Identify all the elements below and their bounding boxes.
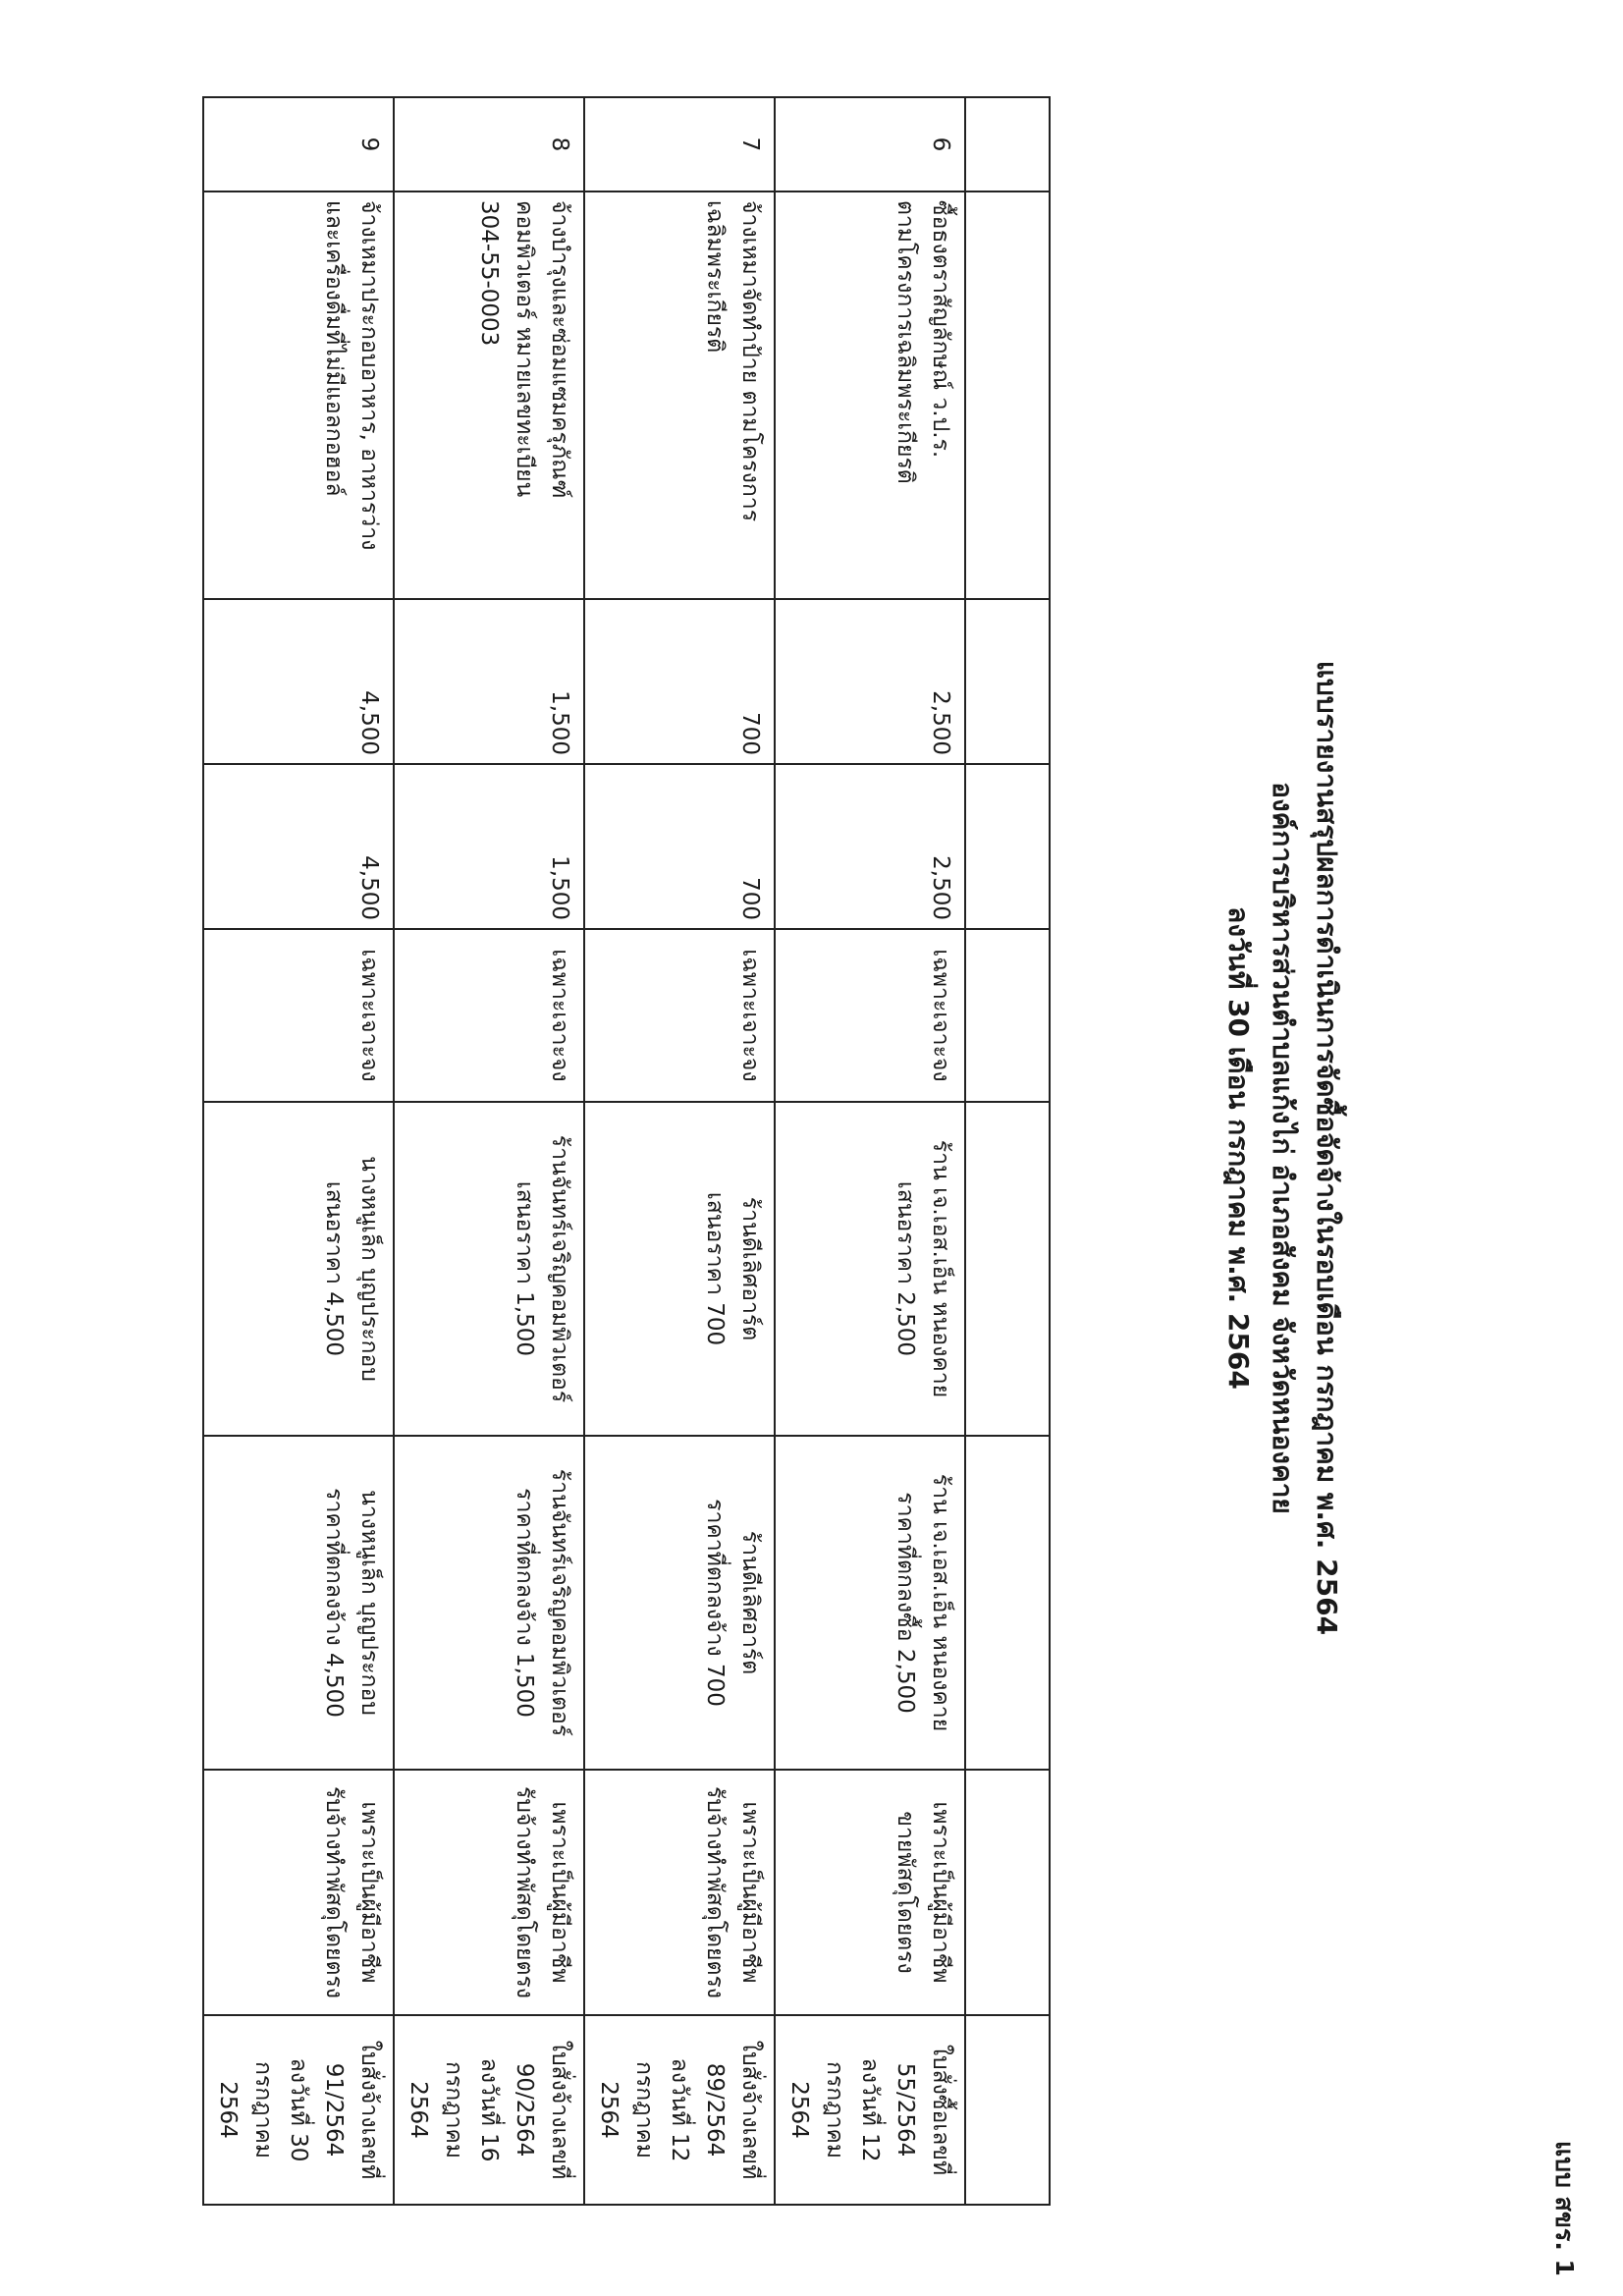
item-cell: จ้างเหมาประกอบอาหาร, อาหารว่าง และเครื่องดื่มที่ไม่มีแอลกอฮอล์ (203, 191, 394, 599)
item-cell (965, 191, 1050, 599)
bidders-cell: ร้านจันทร์เจริญคอมพิวเตอร์ เสนอราคา 1,500 (394, 1102, 584, 1436)
budget-cell (965, 599, 1050, 764)
selected-cell: นางหนูเล็ก บุญประกอบ ราคาที่ตกลงจ้าง 4,500 (203, 1436, 394, 1770)
table-row (775, 97, 965, 2205)
bidders-cell: นางหนูเล็ก บุญประกอบ เสนอราคา 4,500 (203, 1102, 394, 1436)
median-price-cell: 700 (584, 764, 775, 929)
method-cell: เฉพาะเจาะจง (775, 929, 965, 1102)
table-row (394, 97, 584, 2205)
method-cell (965, 929, 1050, 1102)
selected-cell: ร้านจันทร์เจริญคอมพิวเตอร์ ราคาที่ตกลงจ้าง 1,500 (394, 1436, 584, 1770)
reason-cell: เพราะเป็นผู้มีอาชีพ รับจ้างทำพัสดุโดยตรง (394, 1770, 584, 2015)
contract-cell (965, 2015, 1050, 2205)
selected-cell: ร้าน เจ.เอส.เอ็น หนองคาย ราคาที่ตกลงซื้อ 2,500 (775, 1436, 965, 1770)
report-date: ลงวันที่ 30 เดือน กรกฎาคม พ.ศ. 2564 (1222, 906, 1255, 1390)
row-number: 9 (203, 97, 394, 191)
contract-cell: ใบสั่งจ้างเลขที่ 91/2564 ลงวันที่ 30 กรกฎาคม 2564 (203, 2015, 394, 2205)
contract-cell: ใบสั่งจ้างเลขที่ 89/2564 ลงวันที่ 12 กรกฎาคม 2564 (584, 2015, 775, 2205)
organization-name: องค์การบริหารส่วนตำบลแก้งไก่ อำเภอสังคม จังหวัดหนองคาย (1267, 782, 1299, 1514)
reason-cell: เพราะเป็นผู้มีอาชีพ ขายพัสดุโดยตรง (775, 1770, 965, 2015)
table-row (203, 97, 394, 2205)
table-row (584, 97, 775, 2205)
table-row (965, 97, 1050, 2205)
budget-cell: 2,500 (775, 599, 965, 764)
contract-cell: ใบสั่งซื้อเลขที่ 55/2564 ลงวันที่ 12 กรกฎาคม 2564 (775, 2015, 965, 2205)
form-code: แบบ สขร. 1 (1550, 2141, 1579, 2276)
row-number (965, 97, 1050, 191)
selected-cell (965, 1436, 1050, 1770)
row-number: 7 (584, 97, 775, 191)
reason-cell (965, 1770, 1050, 2015)
median-price-cell: 2,500 (775, 764, 965, 929)
reason-cell: เพราะเป็นผู้มีอาชีพ รับจ้างทำพัสดุโดยตรง (203, 1770, 394, 2015)
budget-cell: 1,500 (394, 599, 584, 764)
budget-cell: 700 (584, 599, 775, 764)
median-price-cell: 4,500 (203, 764, 394, 929)
bidders-cell: ร้าน เจ.เอส.เอ็น หนองคาย เสนอราคา 2,500 (775, 1102, 965, 1436)
item-cell: จ้างเหมาจัดทำป้าย ตามโครงการ เฉลิมพระเกียรติ (584, 191, 775, 599)
report-title: แบบรายงานสรุปผลการดำเนินการจัดซื้อจัดจ้างในรอบเดือน กรกฎาคม พ.ศ. 2564 (1311, 660, 1343, 1636)
contract-cell: ใบสั่งจ้างเลขที่ 90/2564 ลงวันที่ 16 กรกฎาคม 2564 (394, 2015, 584, 2205)
row-number: 8 (394, 97, 584, 191)
budget-cell: 4,500 (203, 599, 394, 764)
method-cell: เฉพาะเจาะจง (203, 929, 394, 1102)
reason-cell: เพราะเป็นผู้มีอาชีพ รับจ้างทำพัสดุโดยตรง (584, 1770, 775, 2015)
selected-cell: ร้านดีเลิศอาร์ต ราคาที่ตกลงจ้าง 700 (584, 1436, 775, 1770)
median-price-cell: 1,500 (394, 764, 584, 929)
method-cell: เฉพาะเจาะจง (394, 929, 584, 1102)
method-cell: เฉพาะเจาะจง (584, 929, 775, 1102)
bidders-cell (965, 1102, 1050, 1436)
median-price-cell (965, 764, 1050, 929)
item-cell: ซื้อธงตราสัญลักษณ์ ว.ป.ร. ตามโครงการเฉลิมพระเกียรติ (775, 191, 965, 599)
bidders-cell: ร้านดีเลิศอาร์ต เสนอราคา 700 (584, 1102, 775, 1436)
item-cell: จ้างบำรุงและซ่อมแซมครุภัณฑ์ คอมพิวเตอร์ หมายเลขทะเบียน 304-55-0003 (394, 191, 584, 599)
procurement-table (202, 96, 1051, 2206)
row-number: 6 (775, 97, 965, 191)
